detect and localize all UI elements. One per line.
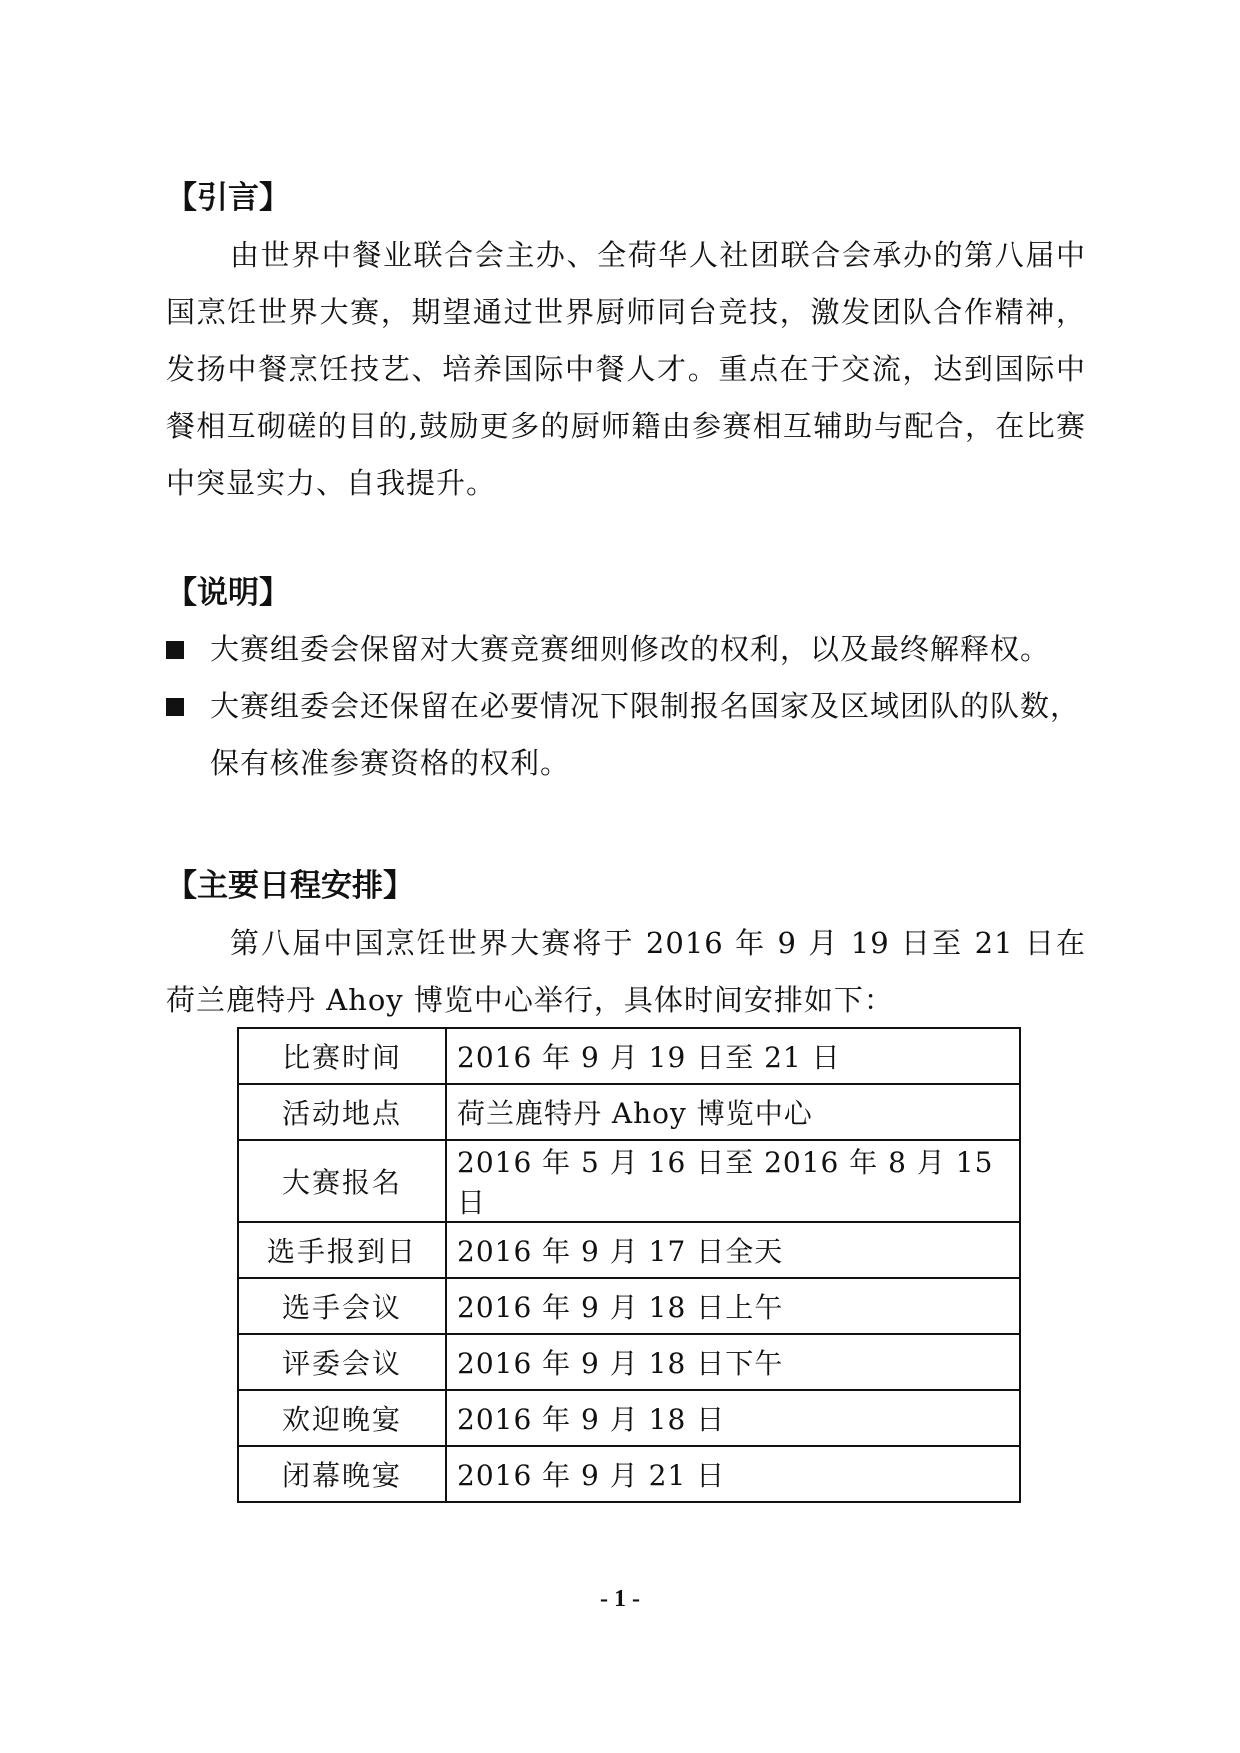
square-bullet-icon	[166, 641, 184, 659]
schedule-value: 2016 年 9 月 18 日下午	[446, 1334, 1020, 1390]
notes-item-text: 大赛组委会还保留在必要情况下限制报名国家及区域团队的队数，保有核准参赛资格的权利。	[210, 689, 1081, 780]
notes-item-text: 大赛组委会保留对大赛竞赛细则修改的权利，以及最终解释权。	[210, 632, 1051, 666]
schedule-label: 闭幕晚宴	[238, 1446, 446, 1502]
schedule-label: 活动地点	[238, 1084, 446, 1140]
page-number: - 1 -	[600, 1586, 640, 1612]
schedule-heading: 【主要日程安排】	[166, 868, 414, 904]
notes-heading: 【说明】	[166, 575, 290, 611]
table-row	[238, 1222, 1020, 1278]
table-row	[238, 1278, 1020, 1334]
schedule-label: 大赛报名	[238, 1140, 446, 1222]
schedule-table	[237, 1027, 1021, 1503]
table-row	[238, 1028, 1020, 1084]
notes-item	[166, 621, 1086, 678]
schedule-label: 比赛时间	[238, 1028, 446, 1084]
schedule-label: 选手会议	[238, 1278, 446, 1334]
schedule-value: 2016 年 9 月 18 日上午	[446, 1278, 1020, 1334]
table-row	[238, 1084, 1020, 1140]
intro-heading: 【引言】	[166, 180, 290, 216]
schedule-value: 2016 年 9 月 21 日	[446, 1446, 1020, 1502]
notes-item	[166, 678, 1086, 792]
schedule-label: 欢迎晚宴	[238, 1390, 446, 1446]
table-row	[238, 1390, 1020, 1446]
schedule-value: 2016 年 9 月 19 日至 21 日	[446, 1028, 1020, 1084]
schedule-value: 2016 年 9 月 17 日全天	[446, 1222, 1020, 1278]
schedule-value: 2016 年 5 月 16 日至 2016 年 8 月 15 日	[446, 1140, 1020, 1222]
notes-list	[166, 621, 1086, 792]
table-row	[238, 1140, 1020, 1222]
schedule-value: 荷兰鹿特丹 Ahoy 博览中心	[446, 1084, 1020, 1140]
table-row	[238, 1334, 1020, 1390]
table-row	[238, 1446, 1020, 1502]
schedule-label: 评委会议	[238, 1334, 446, 1390]
schedule-value: 2016 年 9 月 18 日	[446, 1390, 1020, 1446]
schedule-intro: 第八届中国烹饪世界大赛将于 2016 年 9 月 19 日至 21 日在荷兰鹿特丹 Ahoy 博览中心举行，具体时间安排如下：	[166, 926, 1086, 1017]
schedule-label: 选手报到日	[238, 1222, 446, 1278]
intro-paragraph: 由世界中餐业联合会主办、全荷华人社团联合会承办的第八届中国烹饪世界大赛，期望通过世界厨师同台竞技，激发团队合作精神，发扬中餐烹饪技艺、培养国际中餐人才。重点在于交流，达到国际中餐相互砌磋的目的,鼓励更多的厨师籍由参赛相互辅助与配合，在比赛中突显实力、自我提升。	[166, 238, 1086, 500]
square-bullet-icon	[166, 698, 184, 716]
